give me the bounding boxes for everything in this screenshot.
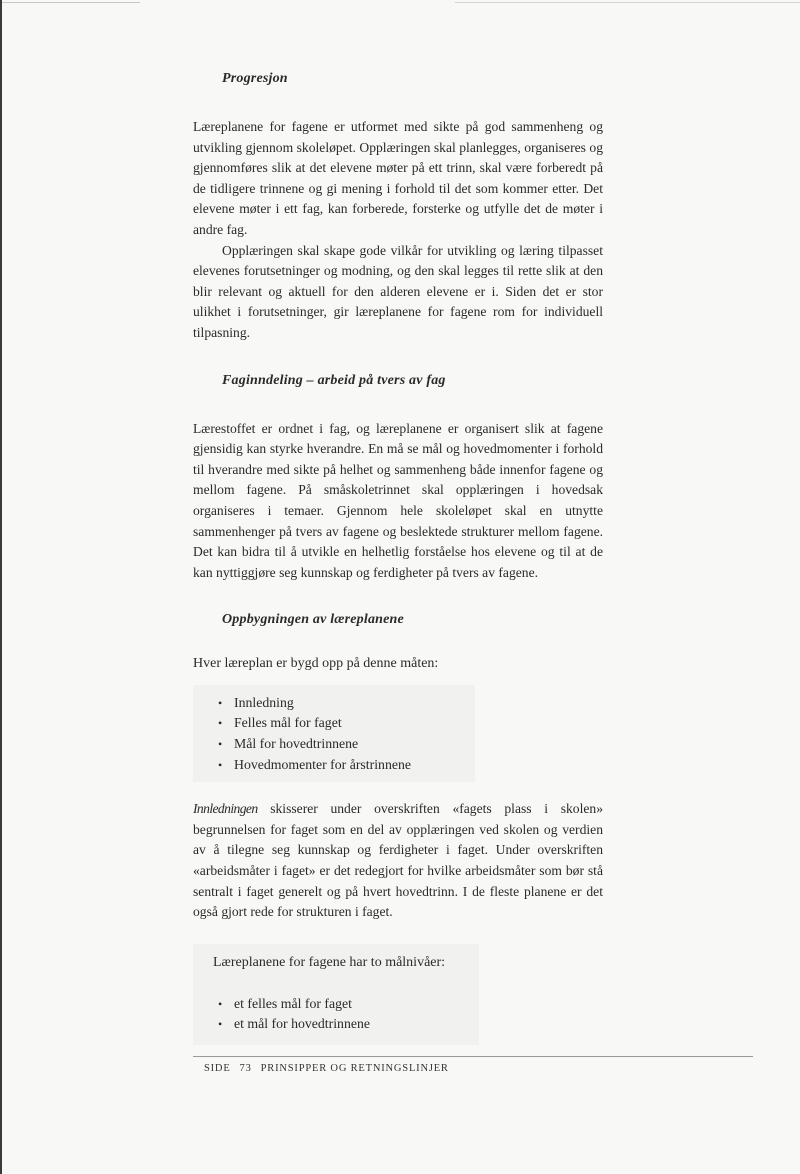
bullet-icon: • xyxy=(218,996,223,1011)
list-item: • et mål for hovedtrinnene xyxy=(216,1014,479,1035)
footer-section-title: PRINSIPPER OG RETNINGSLINJER xyxy=(260,1063,449,1074)
innledningen-term: Innledningen xyxy=(193,801,258,817)
list-item: • Hovedmomenter for årstrinnene xyxy=(216,755,475,776)
list-item: • Mål for hovedtrinnene xyxy=(216,734,475,755)
structure-list-box xyxy=(193,685,475,782)
heading-progresjon: Progresjon xyxy=(222,71,288,86)
top-scan-rule xyxy=(0,2,800,3)
bullet-icon: • xyxy=(218,1017,223,1032)
malnivaer-intro: Læreplanene for fagene har to målnivåer: xyxy=(213,954,446,970)
footer-side-label: SIDE xyxy=(204,1063,231,1074)
left-scan-edge xyxy=(0,0,2,1174)
malnivaer-box xyxy=(193,944,479,1045)
structure-list xyxy=(193,693,475,775)
footer-page-number: 73 xyxy=(239,1063,252,1074)
bullet-icon: • xyxy=(218,695,223,710)
paragraph-faginndeling: Lærestoffet er ordnet i fag, og læreplanene er organisert slik at fagene gjensidig kan styrke hverandre. En må se mål og hovedmomenter i forhold til hverandre med sikte på helhet og sammenheng både innenfor fagene og mellom fagene. På småskoletrinnet skal opplæringen i hovedsak organiseres i temaer. Gjennom hele skoleløpet skal en utnytte sammenhenger på tvers av fagene og beslektede strukturer mellom fagene. Det kan bidra til å utvikle en helhetlig forståelse hos elevene og til at de kan nyttiggjøre seg kunnskap og ferdigheter på tvers av fagene. xyxy=(193,420,603,580)
malnivaer-list xyxy=(193,994,479,1035)
footer-rule xyxy=(193,1056,753,1057)
paragraph-progresjon-2: Opplæringen skal skape gode vilkår for utvikling og læring tilpasset elevenes forutsetninger og modning, og den skal legges til rette slik at den blir relevant og aktuell for den alderen elevene er i. Siden det er stor ulikhet i forutsetninger, gir læreplanene for fagene rom for individuell tilpasning. xyxy=(193,242,603,340)
page-body xyxy=(193,64,603,1045)
paragraph-progresjon-1: Læreplanene for fagene er utformet med sikte på god sammenheng og utvikling gjennom skoleløpet. Opplæringen skal planlegges, organiseres og gjennomføres slik at det elevene møter på ett trinn, skal være forberedt på de tidligere trinnene og gi mening i forhold til det som kommer etter. Det elevene møter i ett fag, kan forberede, forsterke og utfylle det de møter i andre fag. xyxy=(193,119,603,237)
page-footer xyxy=(204,1063,458,1074)
paragraph-innledningen xyxy=(193,799,603,923)
list-item: • Innledning xyxy=(216,693,475,714)
bullet-icon: • xyxy=(218,716,223,731)
list-item: • et felles mål for faget xyxy=(216,994,479,1015)
innledningen-body: skisserer under overskriften «fagets plass i skolen» begrunnelsen for faget som en del av opplæringen ved skolen og verdien av å tilegne seg kunnskap og ferdigheter i faget. Under overskriften «arbeidsmåter i faget» er det redegjort for hvilke arbeidsmåter som bør stå sentralt i faget generelt og på hvert hovedtrinn. I de fleste planene er det også gjort rede for strukturen i faget. xyxy=(193,801,603,920)
bullet-icon: • xyxy=(218,757,223,772)
heading-faginndeling: Faginndeling – arbeid på tvers av fag xyxy=(222,372,446,388)
oppbygning-intro: Hver læreplan er bygd opp på denne måten: xyxy=(193,656,439,672)
heading-oppbygningen: Oppbygningen av læreplanene xyxy=(222,612,404,628)
list-item: • Felles mål for faget xyxy=(216,713,475,734)
bullet-icon: • xyxy=(218,737,223,752)
